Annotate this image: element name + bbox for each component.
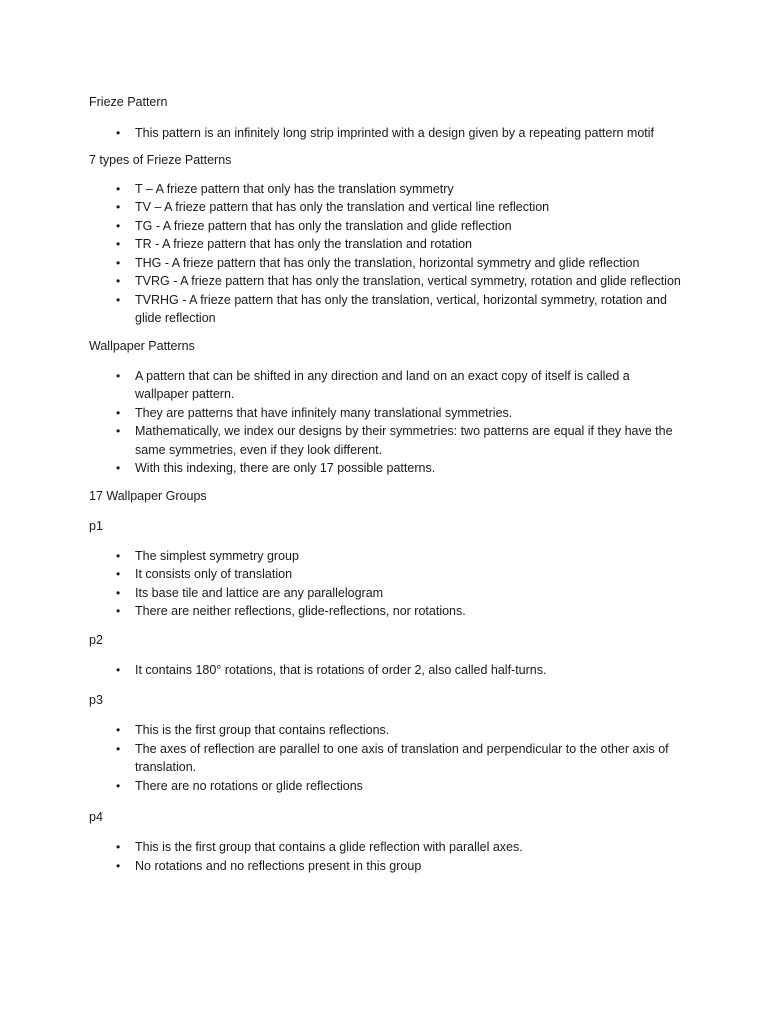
list-frieze-pattern <box>89 124 708 143</box>
bullet-icon: • <box>116 723 121 737</box>
heading-p3: p3 <box>89 693 103 707</box>
bullet-icon: • <box>116 218 121 233</box>
list-item: • TVRHG - A frieze pattern that has only the translation, vertical, horizontal symmetry, rotation and glide reflection <box>116 292 667 325</box>
bullet-icon: • <box>116 585 121 600</box>
list-item: • TV – A frieze pattern that has only the translation and vertical line reflection <box>89 198 681 217</box>
bullet-icon: • <box>116 405 121 420</box>
list-item: • The simplest symmetry group <box>89 547 681 566</box>
heading-frieze-pattern: Frieze Pattern <box>89 95 168 109</box>
list-item: • It contains 180° rotations, that is rotations of order 2, also called half-turns. <box>89 661 681 680</box>
bullet-icon: • <box>116 840 121 854</box>
list-item: • TR - A frieze pattern that has only the translation and rotation <box>89 235 681 254</box>
bullet-icon: • <box>116 662 121 677</box>
bullet-icon: • <box>116 778 121 793</box>
bullet-icon: • <box>116 292 121 307</box>
list-item: • THG - A frieze pattern that has only the translation, horizontal symmetry and glide reflection <box>89 254 681 273</box>
bullet-icon: • <box>116 858 121 873</box>
list-item: • They are patterns that have infinitely many translational symmetries. <box>89 404 681 423</box>
list-item: • There are neither reflections, glide-reflections, nor rotations. <box>89 602 681 621</box>
heading-wallpaper-patterns: Wallpaper Patterns <box>89 338 195 353</box>
heading-p1: p1 <box>89 518 103 533</box>
list-p1 <box>89 547 708 621</box>
bullet-icon: • <box>116 237 121 251</box>
list-item: • TVRG - A frieze pattern that has only the translation, vertical symmetry, rotation and glide reflection <box>89 272 681 291</box>
list-item: • The axes of reflection are parallel to one axis of translation and perpendicular to the other axis of translation. <box>116 741 669 774</box>
heading-p4: p4 <box>89 810 103 824</box>
list-item: • Mathematically, we index our designs by their symmetries: two patterns are equal if they have the same symmetries, even if they look different. <box>116 424 673 457</box>
bullet-icon: • <box>116 604 121 618</box>
list-item: • Its base tile and lattice are any parallelogram <box>89 584 681 603</box>
list-item: • It consists only of translation <box>89 565 681 584</box>
list-item: • This is the first group that contains a glide reflection with parallel axes. <box>89 838 681 857</box>
list-frieze-types <box>89 180 708 328</box>
list-item: • This is the first group that contains reflections. <box>89 721 681 740</box>
bullet-icon: • <box>116 424 121 438</box>
heading-frieze-types: 7 types of Frieze Patterns <box>89 152 232 167</box>
bullet-icon: • <box>116 548 121 563</box>
list-p4 <box>89 838 708 875</box>
list-item: • With this indexing, there are only 17 possible patterns. <box>89 459 681 478</box>
bullet-icon: • <box>116 255 121 270</box>
list-item: • T – A frieze pattern that only has the translation symmetry <box>89 180 681 199</box>
bullet-icon: • <box>116 567 121 581</box>
list-p2 <box>89 661 708 680</box>
heading-17-wallpaper-groups: 17 Wallpaper Groups <box>89 488 207 503</box>
list-item: • There are no rotations or glide reflections <box>89 777 681 796</box>
list-item: • TG - A frieze pattern that has only the translation and glide reflection <box>89 217 681 236</box>
bullet-icon: • <box>116 200 121 214</box>
bullet-icon: • <box>116 181 121 196</box>
list-item: • A pattern that can be shifted in any direction and land on an exact copy of itself is called a wallpaper pattern. <box>116 368 630 401</box>
bullet-icon: • <box>116 461 121 475</box>
list-item: • No rotations and no reflections present in this group <box>89 857 681 876</box>
list-wallpaper-patterns <box>89 367 708 478</box>
list-p3 <box>89 721 708 795</box>
bullet-icon: • <box>116 741 121 756</box>
bullet-icon: • <box>116 126 121 140</box>
bullet-icon: • <box>116 368 121 383</box>
heading-p2: p2 <box>89 632 103 647</box>
list-item: • This pattern is an infinitely long strip imprinted with a design given by a repeating pattern motif <box>89 124 681 143</box>
bullet-icon: • <box>116 274 121 288</box>
